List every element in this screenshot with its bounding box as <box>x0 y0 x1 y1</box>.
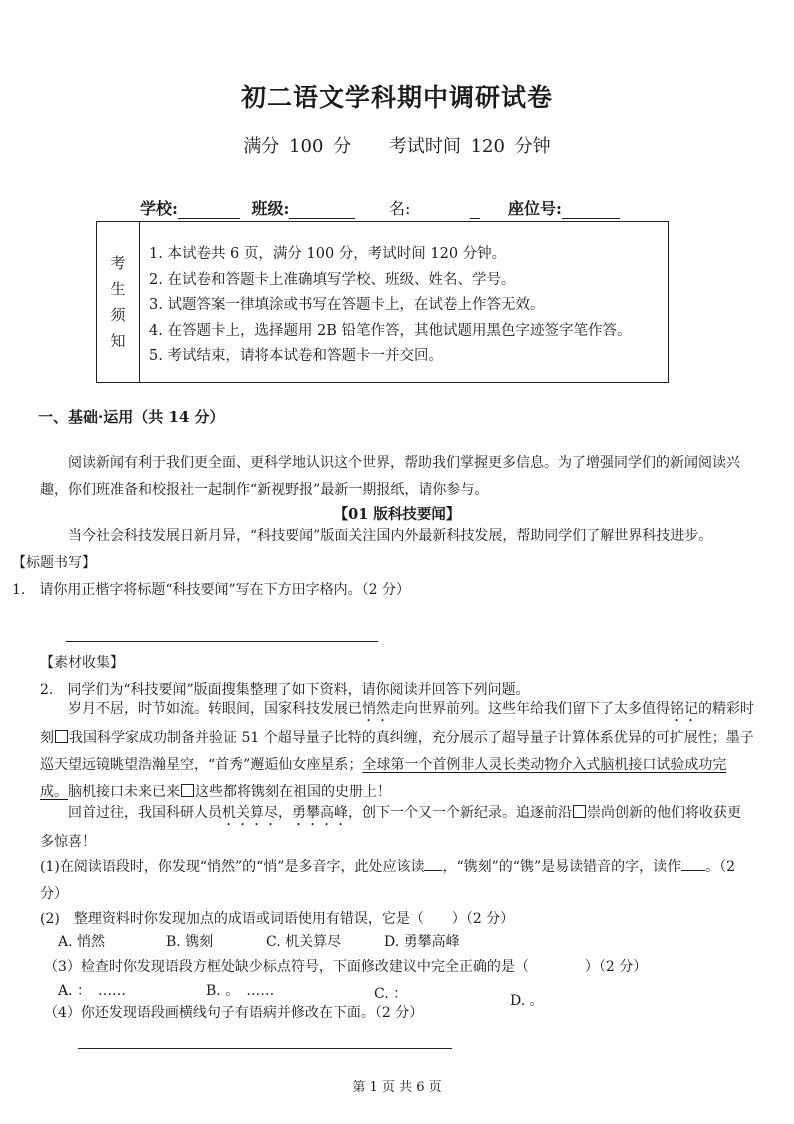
dotted-word: 悄然 <box>362 701 390 717</box>
material-heading: 【素材收集】 <box>40 655 124 671</box>
passage-text: 脑机接口未来已来 <box>68 784 180 800</box>
notice-label-char: 生 <box>110 280 126 298</box>
exam-time: 考试时间 120 分钟 <box>388 136 551 157</box>
exam-subtitle <box>0 132 794 158</box>
question-1: 1. 请你用正楷字将标题“科技要闻”写在下方田字格内。（2 分） <box>12 582 411 598</box>
class-label: 班级: <box>251 199 290 218</box>
punctuation-box <box>573 805 586 818</box>
intro-paragraph: 阅读新闻有利于我们更全面、更科学地认识这个世界，帮助我们掌握更多信息。为了增强同学们的新闻阅读兴趣，你们班准备和校报社一起制作“新视野报”最新一期报纸，请你参与。 <box>40 455 740 498</box>
question-2-4: （4）你还发现语段画横线句子有语病并修改在下面。（2 分） <box>44 1005 424 1021</box>
notice-item: 2. 在试卷和答题卡上准确填写学校、班级、姓名、学号。 <box>149 271 516 288</box>
passage-text: 崇尚创新的他们将收获更多惊喜！ <box>40 805 741 850</box>
notice-item: 5. 考试结束，请将本试卷和答题卡一并交回。 <box>149 348 443 364</box>
option-b[interactable]: B. 。 …… <box>206 983 275 999</box>
punctuation-box <box>55 730 68 743</box>
answer-line-q1[interactable] <box>66 641 378 642</box>
name-blank-tail <box>470 200 480 219</box>
name-label: 名: <box>389 199 411 218</box>
option-c[interactable]: C. 机关算尽 <box>266 934 342 950</box>
school-blank[interactable] <box>178 200 240 219</box>
reading-passage-2 <box>40 800 754 856</box>
passage-text: ， <box>278 805 292 821</box>
dotted-word: 勇攀高峰 <box>292 805 348 821</box>
seat-blank[interactable] <box>562 200 620 219</box>
option-c[interactable]: C. ： <box>374 986 408 1002</box>
notice-label-char: 知 <box>110 332 126 350</box>
answer-blank[interactable] <box>681 856 705 871</box>
option-a[interactable]: A. 悄然 <box>58 934 106 950</box>
passage-text: 的精彩时刻 <box>40 701 754 746</box>
q2-2-options <box>58 929 758 956</box>
student-info-row <box>140 196 620 219</box>
notice-item: 1. 本试卷共 6 页，满分 100 分，考试时间 120 分钟。 <box>149 246 507 262</box>
option-b[interactable]: B. 镌刻 <box>166 934 214 950</box>
school-label: 学校: <box>140 199 178 218</box>
punctuation-box <box>181 784 194 797</box>
question-2-1 <box>40 854 754 908</box>
page-title: 初二语文学科期中调研试卷 <box>240 83 553 112</box>
passage-text: 这些都将镌刻在祖国的史册上！ <box>195 784 391 800</box>
edition-intro <box>12 523 754 604</box>
edition-heading: 【01 版科技要闻】 <box>333 506 461 523</box>
dotted-word: 铭记 <box>670 701 698 717</box>
question-2-2: (2) 整理资料时你发现加点的成语或词语使用有错误，它是（ ）（2 分） <box>40 911 515 927</box>
notice-item: 4. 在答题卡上，选择题用 2B 铅笔作答，其他试题用黑色字迹签字笔作答。 <box>149 322 632 339</box>
dotted-word: 机关算尽 <box>222 805 278 821</box>
notice-label-char: 考 <box>110 254 126 272</box>
edition-intro-text: 当今社会科技发展日新月异，“科技要闻”版面关注国内外最新科技发展，帮助同学们了解世界科技进步。 <box>68 528 713 544</box>
question-2: 2. 同学们为“科技要闻”版面搜集整理了如下资料，请你阅读并回答下列问题。 <box>40 682 530 698</box>
question-text: (1)在阅读语段时，你发现“悄然”的“悄”是多音字，此处应该读 <box>40 859 425 875</box>
answer-blank[interactable] <box>424 856 442 871</box>
passage-text: 回首过往，我国科研人员 <box>68 805 222 821</box>
full-score: 满分 100 分 <box>243 136 352 157</box>
passage-text: 岁月不居，时节如流。转眼间，国家科技发展已 <box>68 701 362 717</box>
question-text: ，“镌刻”的“镌”是易读错音的字，读作 <box>442 859 682 875</box>
name-blank[interactable] <box>410 201 470 219</box>
notice-item: 3. 试题答案一律填涂或书写在答题卡上，在试卷上作答无效。 <box>149 297 545 313</box>
title-writing-heading: 【标题书写】 <box>12 555 96 571</box>
seat-label: 座位号: <box>507 199 562 218</box>
exam-notice-box <box>96 221 669 383</box>
notice-label-char: 须 <box>110 306 126 324</box>
option-d[interactable]: D. 。 <box>510 993 544 1009</box>
passage-text: 我国科学家成功制备并验证 51 个超导量子比特的真纠缠，充分展示了超导量子计算体系优异的可扩展性；墨子巡天望远镜眺望浩瀚星空，“首秀”邂逅仙女座星系； <box>40 730 754 773</box>
option-d[interactable]: D. 勇攀高峰 <box>384 934 460 950</box>
passage-text: 走向世界前列。这些年给我们留下了太多值得 <box>390 701 670 717</box>
underlined-sentence: 全球第一个首例非人灵长类动物介入式脑机接口试验成功完成。 <box>40 757 727 800</box>
page-footer: 第 1 页 共 6 页 <box>352 1080 442 1095</box>
reading-passage-1 <box>40 696 754 806</box>
question-text: 。（2 分） <box>40 859 736 902</box>
notice-label <box>97 222 140 382</box>
section-heading: 一、基础·运用（共 14 分） <box>38 408 225 426</box>
passage-text: ，创下一个又一个新纪录。追逐前沿 <box>348 805 572 821</box>
class-blank[interactable] <box>289 200 355 219</box>
answer-line-q2-4[interactable] <box>78 1048 452 1049</box>
question-2-3: （3）检查时你发现语段方框处缺少标点符号，下面修改建议中完全正确的是（ ）（2 分） <box>44 959 648 975</box>
notice-list <box>149 242 632 370</box>
option-a[interactable]: A. ： …… <box>58 983 127 999</box>
